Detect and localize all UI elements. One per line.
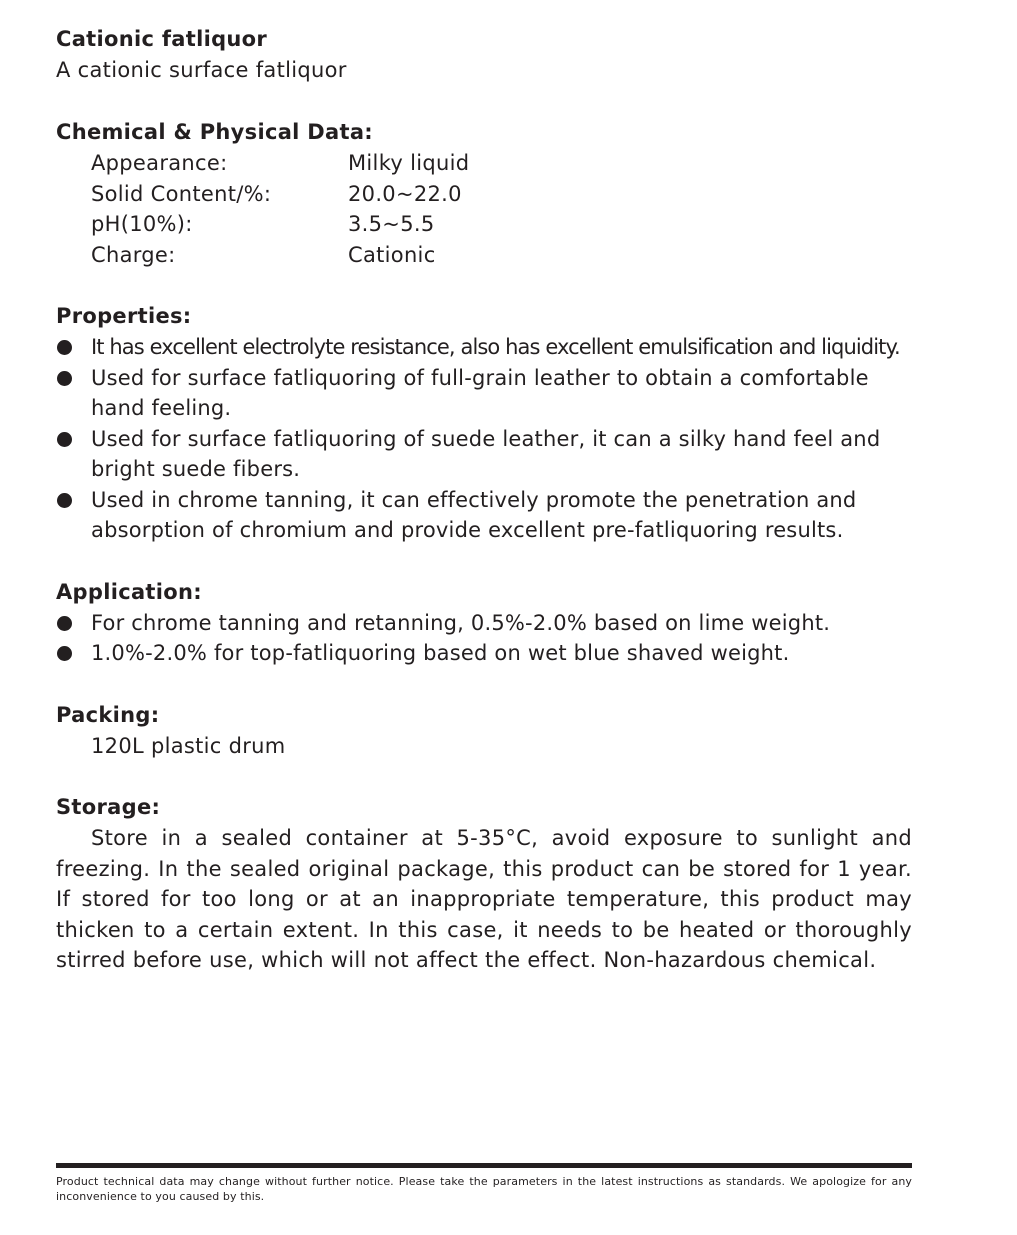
storage-text: Store in a sealed container at 5-35°C, avoid exposure to sunlight and freezing. In the sealed original package, this product can be stored for 1 year. If stored for too long or at an inappropriate temperature, this product may thicken to a certain extent. In this case, it needs to be heated or thoroughly stirred before use, which will not affect the effect. Non-hazardous chemical. — [56, 826, 912, 972]
data-label: pH(10%): — [91, 212, 193, 236]
data-value: Milky liquid — [348, 151, 470, 175]
application-item — [56, 638, 912, 669]
footer-disclaimer: Product technical data may change without further notice. Please take the parameters in the latest instructions as standards. We apologize for any inconvenience to you caused by this. — [56, 1163, 912, 1204]
application-item — [56, 608, 912, 639]
data-value: 20.0~22.0 — [348, 181, 462, 206]
property-text: Used in chrome tanning, it can effectively promote the penetration and absorption of chromium and provide excellent pre-fatliquoring results. — [91, 487, 857, 542]
bullet-icon — [57, 371, 72, 386]
bullet-icon — [57, 432, 72, 447]
data-row-solid-content — [56, 179, 912, 210]
property-text: Used for surface fatliquoring of suede leather, it can a silky hand feel and bright suede fibers. — [91, 426, 881, 481]
property-text: It has excellent electrolyte resistance, also has excellent emulsification and liquidity. — [91, 335, 900, 359]
product-title: Cationic fatliquor — [56, 27, 268, 51]
datasheet — [56, 24, 912, 976]
bullet-icon — [57, 646, 72, 661]
property-item — [56, 485, 912, 546]
data-label: Solid Content/%: — [91, 181, 272, 206]
application-heading: Application: — [56, 579, 202, 604]
product-subtitle: A cationic surface fatliquor — [56, 58, 347, 82]
application-text: 1.0%-2.0% for top-fatliquoring based on wet blue shaved weight. — [91, 641, 790, 665]
data-label: Appearance: — [91, 151, 228, 175]
property-item — [56, 332, 912, 363]
data-row-appearance — [56, 148, 912, 179]
property-item — [56, 363, 912, 424]
data-value: 3.5~5.5 — [348, 212, 435, 236]
bullet-icon — [57, 340, 72, 355]
data-row-ph — [56, 209, 912, 240]
storage-heading: Storage: — [56, 795, 161, 819]
packing-heading: Packing: — [56, 702, 160, 727]
property-text: Used for surface fatliquoring of full-grain leather to obtain a comfortable hand feeling. — [91, 365, 869, 420]
data-row-charge — [56, 240, 912, 271]
packing-text: 120L plastic drum — [91, 733, 286, 758]
properties-heading: Properties: — [56, 304, 192, 328]
property-item — [56, 424, 912, 485]
chemical-data-heading: Chemical & Physical Data: — [56, 120, 374, 144]
data-label: Charge: — [91, 242, 176, 267]
application-text: For chrome tanning and retanning, 0.5%-2.0% based on lime weight. — [91, 610, 831, 635]
bullet-icon — [57, 616, 72, 631]
bullet-icon — [57, 493, 72, 508]
data-value: Cationic — [348, 242, 436, 267]
